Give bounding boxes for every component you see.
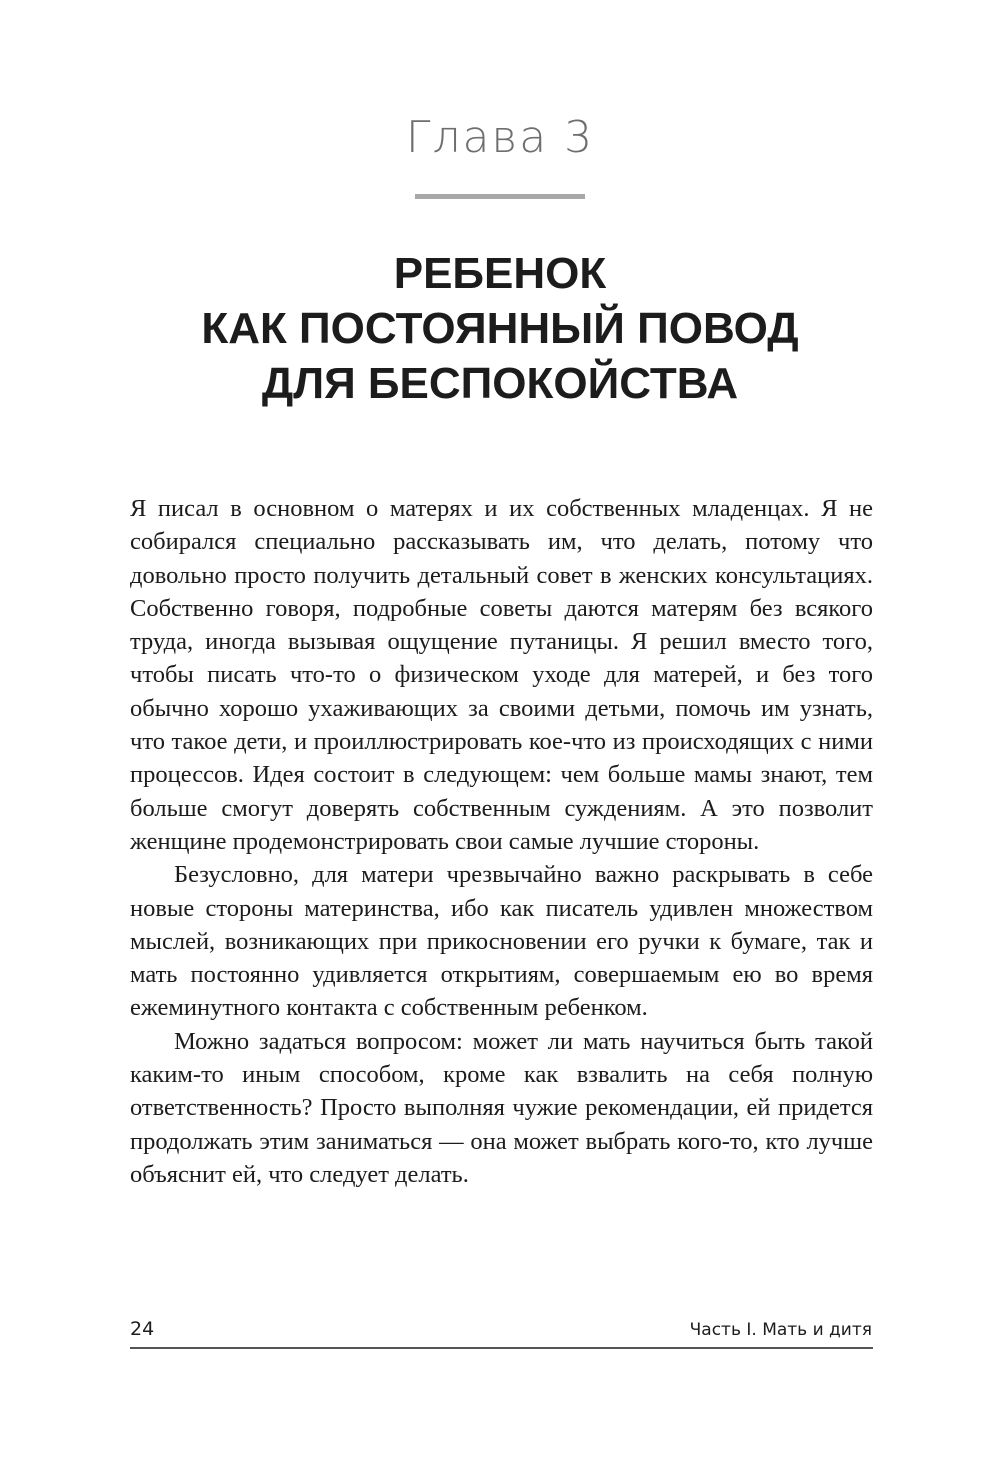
chapter-label: Глава 3 bbox=[405, 112, 595, 163]
page-number: 24 bbox=[130, 1318, 155, 1340]
running-footer-title: Часть I. Мать и дитя bbox=[689, 1320, 872, 1340]
paragraph: Безусловно, для матери чрезвычайно важно раскрывать в себе новые стороны материнства, ибо как писатель удивлен множеством мыслей, возникающих при прикосновении его ручки к бумаге, так и мать постоянно удивляется открытиям, совершаемым ею во время ежеминутного контакта с собственным ребенком. bbox=[130, 861, 873, 1022]
chapter-divider bbox=[415, 194, 585, 199]
chapter-title-line: КАК ПОСТОЯННЫЙ ПОВОД bbox=[201, 304, 799, 353]
paragraph: Можно задаться вопросом: может ли мать научиться быть такой каким-то иным способом, кроме как взвалить на себя полную ответственность? Просто выполняя чужие рекомендации, ей придется продолжать этим заниматься — она может выбрать кого-то, кто лучше объяснит ей, что следует делать. bbox=[130, 1027, 873, 1188]
chapter-title bbox=[0, 246, 1000, 411]
body-text bbox=[130, 492, 873, 1191]
chapter-title-line: ДЛЯ БЕСПОКОЙСТВА bbox=[261, 359, 739, 408]
paragraph: Я писал в основном о матерях и их собственных младенцах. Я не собирался специально рассказывать им, что делать, потому что довольно просто получить детальный совет в женских консультациях. Собственно говоря, подробные советы даются матерям без всякого труда, иногда вызывая ощущение путаницы. Я решил вместо того, чтобы писать что-то о физическом уходе для матерей, и без того обычно хорошо ухаживающих за своими детьми, помочь им узнать, что такое дети, и проиллюстрировать кое-что из происходящих с ними процессов. Идея состоит в следующем: чем больше мамы знают, тем больше смогут доверять собственным суждениям. А это позволит женщине продемонстрировать свои самые лучшие стороны. bbox=[130, 495, 873, 855]
footer-divider bbox=[130, 1347, 873, 1349]
chapter-title-line: РЕБЕНОК bbox=[393, 249, 607, 298]
